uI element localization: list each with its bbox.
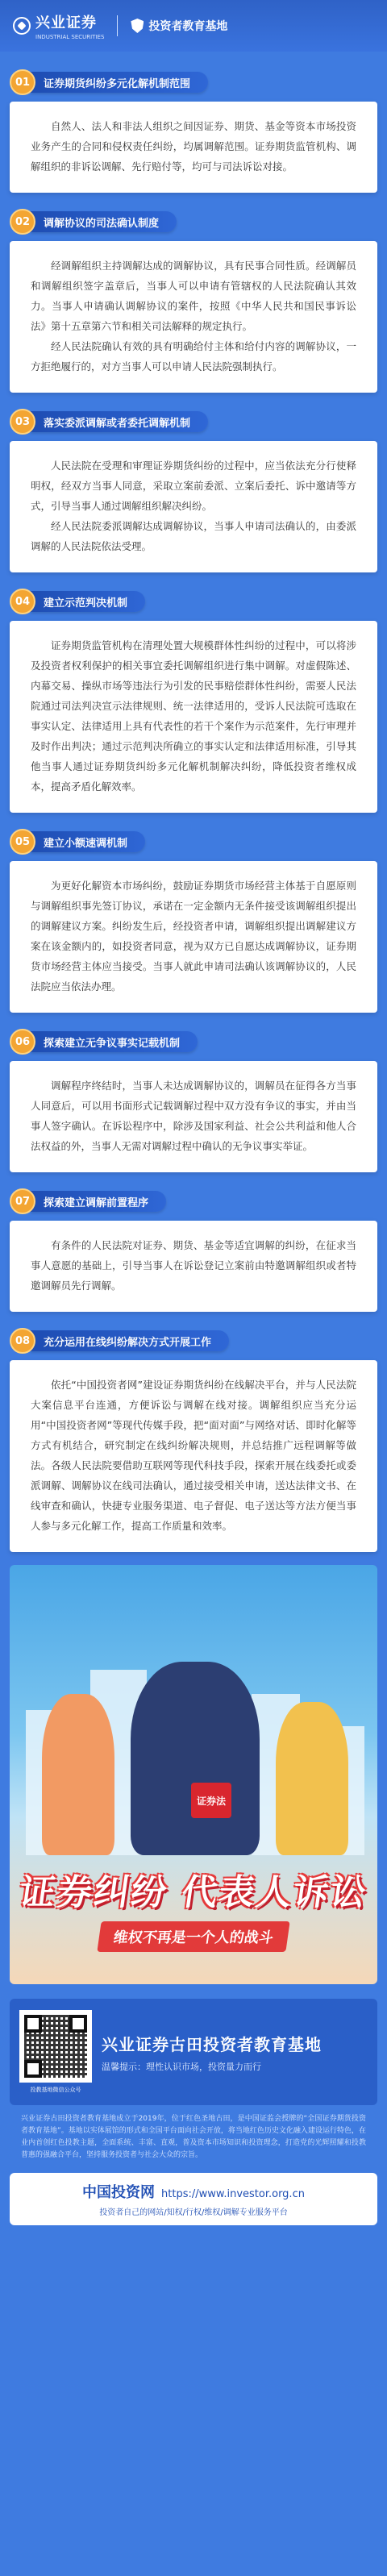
law-book-badge: 证券法: [191, 1783, 231, 1818]
section-04: [10, 585, 377, 813]
site-name: 中国投资网: [82, 2184, 156, 2201]
paragraph: 经人民法院确认有效的具有明确给付主体和给付内容的调解协议，一方拒绝履行的，对方当事人可以申请人民法院强制执行。: [31, 340, 356, 372]
content: [0, 52, 387, 1552]
paragraph: 为更好化解资本市场纠纷，鼓励证券期货市场经营主体基于自愿原则与调解组织事先签订协议，承诺在一定金额内无条件接受该调解组织提出的调解建议方案。纠纷发生后，经投资者申请，调解组织提出调解建议方案在该金额内的，如投资者同意，视为双方已自愿达成调解协议，证券期货市场经营主体应当接受。当事人就此申请司法确认该调解协议的，人民法院应当依法办理。: [31, 880, 356, 993]
section-header: [10, 406, 377, 438]
brand-sub: INDUSTRIAL SECURITIES: [35, 34, 105, 40]
section-number: 06: [10, 1029, 35, 1055]
footer: [10, 1999, 377, 2162]
section-08: [10, 1325, 377, 1552]
site-row: [19, 2181, 368, 2202]
lawyer-figure-icon: [131, 1662, 260, 1855]
poster-title: 证券纠纷 代表人诉讼: [16, 1872, 371, 1913]
shield-icon: [131, 19, 144, 33]
section-number: 08: [10, 1328, 35, 1354]
section-header: [10, 206, 377, 238]
section-title: 证券期货纠纷多元化解机制范围: [31, 72, 208, 93]
section-05: [10, 826, 377, 1013]
section-card: [10, 241, 377, 393]
paragraph: 自然人、法人和非法人组织之间因证券、期货、基金等资本市场投资业务产生的合同和侵权责任纠纷，均属调解范围。证券期货监管机构、调解组织的非诉讼调解、先行赔付等，均可与司法诉讼对接。: [31, 120, 356, 173]
section-header: [10, 585, 377, 618]
site-subtitle: 投资者自己的网站/知权/行权/维权/调解专业服务平台: [99, 2208, 288, 2217]
qr-caption: 投教基地微信公众号: [30, 2087, 81, 2093]
section-01: [10, 66, 377, 193]
section-header: [10, 66, 377, 98]
site-url[interactable]: https://www.investor.org.cn: [161, 2188, 305, 2200]
section-title: 充分运用在线纠纷解决方式开展工作: [31, 1330, 229, 1351]
paragraph: 人民法院在受理和审理证券期货纠纷的过程中，应当依法充分行使释明权，经双方当事人同意，采取立案前委派、立案后委托、诉中邀请等方式，引导当事人通过调解组织解决纠纷。: [31, 460, 356, 512]
person-figure-icon: [276, 1702, 348, 1855]
section-card: [10, 861, 377, 1013]
qr-block: [19, 2010, 92, 2094]
paragraph: 证券期货监管机构在清理处置大规模群体性纠纷的过程中，可以将涉及投资者权利保护的相关事宜委托调解组织进行集中调解。对虚假陈述、内幕交易、操纵市场等违法行为引发的民事赔偿群体性纠纷，需要人民法院通过司法判决宣示法律规则、统一法律适用的，受诉人民法院可选取在事实认定、法律适用上具有代表性的若干个案作为示范案件，先行审理并及时作出判决；通过示范判决所确立的事实认定和法律适用标准，引导其他当事人通过证券期货纠纷多元化解机制解决纠纷，降低投资者维权成本，提高矛盾化解效率。: [31, 639, 356, 793]
investor-site-link[interactable]: [10, 2173, 377, 2225]
footer-tip: 温馨提示：理性认识市场，投资量力而行: [102, 2061, 261, 2072]
section-number: 05: [10, 829, 35, 855]
section-title: 探索建立调解前置程序: [31, 1191, 166, 1212]
section-03: [10, 406, 377, 572]
qr-code[interactable]: [19, 2010, 92, 2083]
footer-info-box: [10, 1999, 377, 2105]
poster-banner: [10, 1871, 377, 1952]
header: [0, 0, 387, 52]
section-number: 01: [10, 69, 35, 95]
qr-eye-icon: [24, 2060, 42, 2078]
poster-illustration: [10, 1565, 377, 1984]
section-header: [10, 1325, 377, 1357]
section-06: [10, 1026, 377, 1172]
section-card: [10, 621, 377, 813]
qr-eye-icon: [69, 2015, 87, 2033]
section-number: 04: [10, 589, 35, 614]
section-header: [10, 1185, 377, 1217]
paragraph: 经人民法院委派调解达成调解协议，当事人申请司法确认的，由委派调解的人民法院依法受理。: [31, 520, 356, 552]
section-title: 调解协议的司法确认制度: [31, 211, 177, 232]
section-card: [10, 1221, 377, 1312]
section-card: [10, 1360, 377, 1552]
section-number: 02: [10, 209, 35, 235]
section-number: 07: [10, 1188, 35, 1214]
footer-description: 兴业证券古田投资者教育基地成立于2019年，位于红色圣地古田，是中国证监会授牌的“全国证券期货投资者教育基地”。基地以实体展馆的形式和全国平台面向社会开放，将当地红色历史文化融入建设运行特色，在业内首创红色投教主题，全面系统、丰富、直观，普及资本市场知识和投资理念，打造党的光辉照耀和投教普惠的强融合平台，坚持服务投资者与社会大众的宗旨。: [21, 2115, 366, 2159]
base-label: [131, 18, 227, 34]
person-figure-icon: [42, 1694, 114, 1855]
section-title: 建立示范判决机制: [31, 591, 145, 612]
footer-text: [102, 2032, 322, 2073]
brand-logo-icon: [13, 17, 31, 35]
poster-slogan: 维权不再是一个人的战斗: [97, 1921, 289, 1952]
section-card: [10, 1061, 377, 1172]
section-header: [10, 826, 377, 858]
paragraph: 经调解组织主持调解达成的调解协议，具有民事合同性质。经调解员和调解组织签字盖章后，当事人可以申请有管辖权的人民法院确认其效力。当事人申请确认调解协议的案件，按照《中华人民共和国民事诉讼法》第十五章第六节和相关司法解释的规定执行。: [31, 260, 356, 332]
paragraph: 调解程序终结时，当事人未达成调解协议的，调解员在征得各方当事人同意后，可以用书面形式记载调解过程中双方没有争议的事实，并由当事人签字确认。在诉讼程序中，除涉及国家利益、社会公共利益和他人合法权益的外，当事人无需对调解过程中确认的无争议事实举证。: [31, 1080, 356, 1152]
footer-title: 兴业证券古田投资者教育基地: [102, 2034, 322, 2054]
section-title: 探索建立无争议事实记载机制: [31, 1031, 198, 1052]
section-card: [10, 102, 377, 193]
section-card: [10, 441, 377, 572]
section-header: [10, 1026, 377, 1058]
paragraph: 有条件的人民法院对证券、期货、基金等适宜调解的纠纷，在征求当事人意愿的基础上，引导当事人在诉讼登记立案前由特邀调解组织或者特邀调解员先行调解。: [31, 1239, 356, 1292]
section-number: 03: [10, 409, 35, 435]
section-title: 落实委派调解或者委托调解机制: [31, 411, 208, 432]
qr-eye-icon: [24, 2015, 42, 2033]
brand-logo: [13, 11, 104, 40]
section-02: [10, 206, 377, 393]
base-name: 投资者教育基地: [148, 20, 228, 33]
paragraph: 依托“中国投资者网”建设证券期货纠纷在线解决平台，并与人民法院大案信息平台连通，方便诉讼与调解在线对接。调解组织应当充分运用“中国投资者网”等现代传媒手段，把“面对面”与网络对话、即时化解等方式有机结合，研究制定在线纠纷解决规则，并总结推广远程调解等做法。各级人民法院要借助互联网等现代科技手段，探索开展在线委托或委派调解、调解协议在线司法确认，通过接受相关申请，送达法律文书、在线审查和确认，快捷专业服务渠道、电子督促、电子送达等方法方便当事人参与多元化解工作，提高工作质量和效率。: [31, 1379, 356, 1532]
section-title: 建立小额速调机制: [31, 831, 145, 852]
header-divider: [117, 15, 118, 36]
brand-name: 兴业证券: [35, 15, 97, 31]
section-07: [10, 1185, 377, 1312]
